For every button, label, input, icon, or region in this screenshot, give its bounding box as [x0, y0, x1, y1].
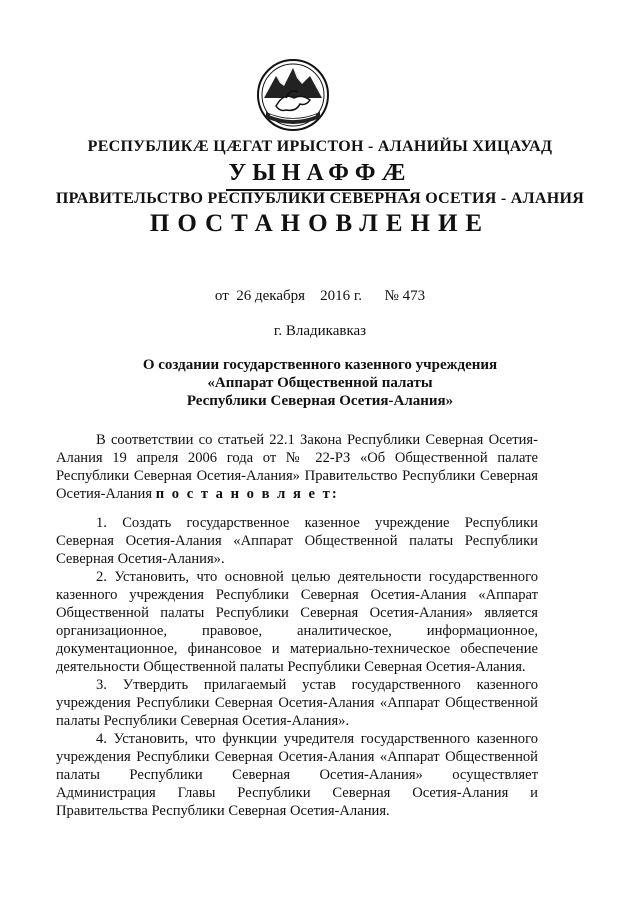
decree-item-3: 3. Утвердить прилагаемый устав государственного казенного учреждения Республики Северная Осетия-Алания «Аппарат Общественной палаты Республики Северная Осетия-Алания». [56, 677, 538, 729]
title-line-3: Республики Северная Осетия-Алания» [186, 393, 454, 409]
russian-document-type: ПОСТАНОВЛЕНИЕ [149, 210, 491, 237]
document-title [60, 356, 580, 410]
document-date-line [40, 288, 600, 305]
decree-item-4: 4. Установить, что функции учредителя государственного казенного учреждения Республики Северная Осетия-Алания «Аппарат Общественной палаты Республики Северная Осетия-Алания» осуществляет Администрация Главы Республики Северная Осетия-Алания и Правительства Республики Северная Осетия-Алания. [56, 731, 538, 819]
coat-of-arms-emblem [256, 58, 330, 132]
preamble-text: В соответствии со статьей 22.1 Закона Республики Северная Осетия-Алания 19 апреля 2006 года от № 22-РЗ «Об Общественной палате Республики Северная Осетия-Алания» Правительство Республики Северная Осетия-Алания [56, 432, 538, 502]
date-prefix: от [214, 288, 229, 304]
preamble [56, 431, 538, 503]
decree-item-1: 1. Создать государственное казенное учреждение Республики Северная Осетия-Алания «Аппарат Общественной палаты Республики Северная Осетия-Алания». [56, 515, 538, 567]
decree-item-2: 2. Установить, что основной целью деятельности государственного казенного учреждения Республики Северная Осетия-Алания «Аппарат Общественной палаты Республики Северная Осетия-Алания» является организационное, правовое, аналитическое, информационное, документационное, финансовое и материально-техническое обеспечение деятельности Общественной палаты Республики Северная Осетия-Алания. [56, 569, 538, 675]
preamble-paragraph [56, 431, 538, 503]
title-line-1: О создании государственного казенного учреждения [142, 357, 498, 373]
header-ossetian-government: РЕСПУБЛИКӔ ЦӔГАТ ИРЫСТОН - АЛАНИЙЫ ХИЦАУАД [87, 138, 553, 155]
document-number: № 473 [384, 288, 426, 304]
header-russian-government: ПРАВИТЕЛЬСТВО РЕСПУБЛИКИ СЕВЕРНАЯ ОСЕТИЯ - АЛАНИЯ [55, 190, 585, 207]
title-line-2: «Аппарат Общественной палаты [207, 375, 433, 391]
document-city: г. Владикавказ [273, 323, 367, 339]
decree-items [56, 514, 538, 820]
document-year: 2016 г. [320, 288, 363, 304]
decree-word: п о с т а н о в л я е т: [155, 486, 339, 502]
document-date: 26 декабря [236, 288, 306, 304]
ossetian-document-type: УЫНАФФӔ [228, 160, 412, 186]
